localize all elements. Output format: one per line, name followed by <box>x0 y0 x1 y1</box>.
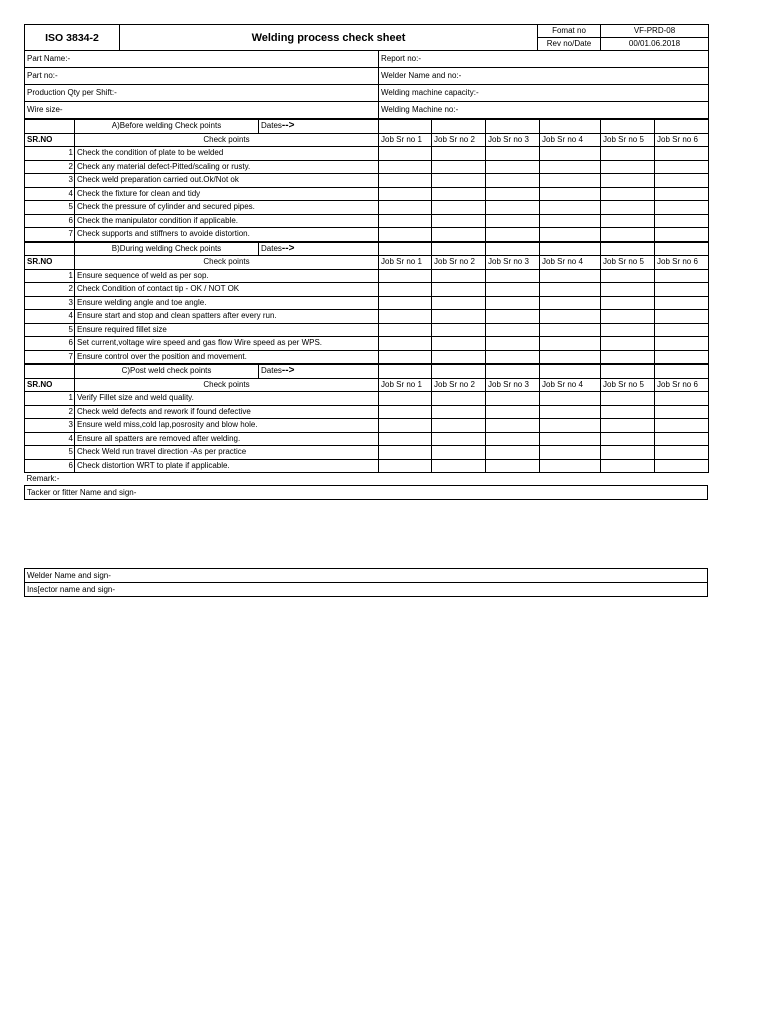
job-check-cell[interactable] <box>601 296 655 310</box>
item-number: 4 <box>25 310 75 324</box>
job-check-cell[interactable] <box>655 201 709 215</box>
item-text: Check Weld run travel direction -As per practice <box>75 446 379 460</box>
job-check-cell[interactable] <box>432 419 486 433</box>
date-input-cell[interactable] <box>601 242 655 256</box>
job-sr-header: Job Sr no 5 <box>601 256 655 270</box>
job-check-cell[interactable] <box>432 459 486 473</box>
job-check-cell[interactable] <box>601 432 655 446</box>
job-check-cell[interactable] <box>655 446 709 460</box>
item-number: 5 <box>25 201 75 215</box>
date-input-cell[interactable] <box>540 364 601 378</box>
job-check-cell[interactable] <box>432 446 486 460</box>
job-check-cell[interactable] <box>379 214 432 228</box>
job-sr-header: Job Sr no 2 <box>432 378 486 392</box>
item-text: Ensure required fillet size <box>75 323 379 337</box>
check-item-row <box>25 350 709 364</box>
job-check-cell[interactable] <box>379 174 432 188</box>
job-check-cell[interactable] <box>540 201 601 215</box>
column-header-row <box>25 256 709 270</box>
job-sr-header: Job Sr no 6 <box>655 256 709 270</box>
check-item-row <box>25 160 709 174</box>
job-check-cell[interactable] <box>601 310 655 324</box>
job-check-cell[interactable] <box>379 337 432 351</box>
date-input-cell[interactable] <box>655 364 709 378</box>
signature-block <box>24 568 708 597</box>
job-check-cell[interactable] <box>655 187 709 201</box>
machine-no-field[interactable]: Welding Machine no:- <box>379 102 709 119</box>
item-text: Ensure start and stop and clean spatters after every run. <box>75 310 379 324</box>
job-check-cell[interactable] <box>540 228 601 242</box>
job-sr-header: Job Sr no 3 <box>486 256 540 270</box>
job-check-cell[interactable] <box>655 160 709 174</box>
job-check-cell[interactable] <box>655 419 709 433</box>
job-check-cell[interactable] <box>601 405 655 419</box>
job-check-cell[interactable] <box>601 269 655 283</box>
item-text: Check the manipulator condition if applicable. <box>75 214 379 228</box>
item-number: 6 <box>25 337 75 351</box>
dates-label: Dates <box>261 366 282 376</box>
job-check-cell[interactable] <box>540 405 601 419</box>
section-spacer <box>25 119 75 133</box>
job-check-cell[interactable] <box>379 147 432 161</box>
job-check-cell[interactable] <box>601 323 655 337</box>
check-item-row <box>25 201 709 215</box>
report-no-field[interactable]: Report no:- <box>379 51 709 68</box>
remark-field[interactable]: Remark:- <box>26 473 60 483</box>
check-item-row <box>25 269 709 283</box>
srno-header: SR.NO <box>25 378 75 392</box>
job-check-cell[interactable] <box>486 419 540 433</box>
dates-cell <box>259 119 379 133</box>
srno-header: SR.NO <box>25 133 75 147</box>
job-check-cell[interactable] <box>655 323 709 337</box>
section-title: A)Before welding Check points <box>75 119 259 133</box>
job-check-cell[interactable] <box>655 296 709 310</box>
job-check-cell[interactable] <box>655 228 709 242</box>
job-check-cell[interactable] <box>379 160 432 174</box>
job-check-cell[interactable] <box>601 201 655 215</box>
job-check-cell[interactable] <box>379 228 432 242</box>
section-header-row <box>25 119 709 133</box>
remarks-table <box>24 472 708 500</box>
job-check-cell[interactable] <box>540 419 601 433</box>
job-check-cell[interactable] <box>432 228 486 242</box>
date-input-cell[interactable] <box>601 364 655 378</box>
item-number: 3 <box>25 296 75 310</box>
right-arrow-icon: --> <box>281 120 295 132</box>
item-text: Check supports and stiffners to avoide distortion. <box>75 228 379 242</box>
job-check-cell[interactable] <box>655 337 709 351</box>
job-check-cell[interactable] <box>486 310 540 324</box>
item-text: Ensure control over the position and movement. <box>75 350 379 364</box>
job-check-cell[interactable] <box>486 446 540 460</box>
part-no-field[interactable]: Part no:- <box>25 68 379 85</box>
date-input-cell[interactable] <box>540 242 601 256</box>
job-check-cell[interactable] <box>379 283 432 297</box>
job-check-cell[interactable] <box>379 405 432 419</box>
job-check-cell[interactable] <box>486 432 540 446</box>
date-input-cell[interactable] <box>432 364 486 378</box>
job-check-cell[interactable] <box>601 459 655 473</box>
job-check-cell[interactable] <box>655 283 709 297</box>
welder-name-no-field[interactable]: Welder Name and no:- <box>379 68 709 85</box>
check-points-table <box>24 118 709 473</box>
job-sr-header: Job Sr no 3 <box>486 133 540 147</box>
check-item-row <box>25 187 709 201</box>
job-check-cell[interactable] <box>540 160 601 174</box>
job-check-cell[interactable] <box>432 174 486 188</box>
job-check-cell[interactable] <box>486 459 540 473</box>
check-item-row <box>25 405 709 419</box>
section-title: B)During welding Check points <box>75 242 259 256</box>
job-check-cell[interactable] <box>486 350 540 364</box>
job-check-cell[interactable] <box>540 446 601 460</box>
job-check-cell[interactable] <box>486 228 540 242</box>
date-input-cell[interactable] <box>432 119 486 133</box>
item-number: 6 <box>25 214 75 228</box>
job-check-cell[interactable] <box>432 147 486 161</box>
date-input-cell[interactable] <box>655 242 709 256</box>
item-text: Ensure weld miss,cold lap,posrosity and blow hole. <box>75 419 379 433</box>
dates-cell <box>259 364 379 378</box>
check-item-row <box>25 310 709 324</box>
srno-header: SR.NO <box>25 256 75 270</box>
job-sr-header: Job Sr no 6 <box>655 133 709 147</box>
item-text: Check distortion WRT to plate if applicable. <box>75 459 379 473</box>
welder-sign-field[interactable]: Welder Name and sign- <box>25 569 708 583</box>
item-number: 3 <box>25 174 75 188</box>
job-sr-header: Job Sr no 4 <box>540 133 601 147</box>
job-check-cell[interactable] <box>655 269 709 283</box>
date-input-cell[interactable] <box>601 119 655 133</box>
item-number: 2 <box>25 160 75 174</box>
job-check-cell[interactable] <box>432 201 486 215</box>
item-text: Check the pressure of cylinder and secured pipes. <box>75 201 379 215</box>
item-number: 1 <box>25 392 75 406</box>
job-check-cell[interactable] <box>601 174 655 188</box>
job-check-cell[interactable] <box>379 350 432 364</box>
job-check-cell[interactable] <box>601 350 655 364</box>
job-check-cell[interactable] <box>486 323 540 337</box>
job-check-cell[interactable] <box>540 147 601 161</box>
job-check-cell[interactable] <box>601 160 655 174</box>
job-check-cell[interactable] <box>486 160 540 174</box>
job-check-cell[interactable] <box>486 283 540 297</box>
production-qty-field[interactable]: Production Qty per Shift:- <box>25 85 379 102</box>
iso-standard: ISO 3834-2 <box>25 25 120 51</box>
job-sr-header: Job Sr no 6 <box>655 378 709 392</box>
job-check-cell[interactable] <box>486 392 540 406</box>
section-spacer <box>25 364 75 378</box>
job-check-cell[interactable] <box>655 459 709 473</box>
job-check-cell[interactable] <box>486 187 540 201</box>
date-input-cell[interactable] <box>540 119 601 133</box>
job-sr-header: Job Sr no 1 <box>379 256 432 270</box>
header-table <box>24 24 709 51</box>
date-input-cell[interactable] <box>432 242 486 256</box>
job-check-cell[interactable] <box>379 432 432 446</box>
section-header-row <box>25 364 709 378</box>
job-check-cell[interactable] <box>655 405 709 419</box>
job-check-cell[interactable] <box>432 160 486 174</box>
item-text: Verify Fillet size and weld quality. <box>75 392 379 406</box>
date-input-cell[interactable] <box>379 242 432 256</box>
job-check-cell[interactable] <box>601 446 655 460</box>
job-check-cell[interactable] <box>601 392 655 406</box>
dates-label: Dates <box>261 121 282 131</box>
section-title: C)Post weld check points <box>75 364 259 378</box>
check-item-row <box>25 459 709 473</box>
job-check-cell[interactable] <box>655 432 709 446</box>
part-name-field[interactable]: Part Name:- <box>25 51 379 68</box>
job-check-cell[interactable] <box>432 269 486 283</box>
job-sr-header: Job Sr no 2 <box>432 133 486 147</box>
job-check-cell[interactable] <box>486 201 540 215</box>
job-check-cell[interactable] <box>486 269 540 283</box>
job-check-cell[interactable] <box>601 228 655 242</box>
check-points-header: Check points <box>75 378 379 392</box>
job-check-cell[interactable] <box>432 187 486 201</box>
machine-capacity-field[interactable]: Welding machine capacity:- <box>379 85 709 102</box>
job-check-cell[interactable] <box>601 187 655 201</box>
check-item-row <box>25 432 709 446</box>
job-check-cell[interactable] <box>432 405 486 419</box>
job-check-cell[interactable] <box>540 432 601 446</box>
job-check-cell[interactable] <box>486 337 540 351</box>
job-check-cell[interactable] <box>432 337 486 351</box>
check-item-row <box>25 147 709 161</box>
job-check-cell[interactable] <box>540 214 601 228</box>
job-check-cell[interactable] <box>379 296 432 310</box>
job-check-cell[interactable] <box>655 350 709 364</box>
job-check-cell[interactable] <box>432 283 486 297</box>
item-number: 1 <box>25 147 75 161</box>
right-arrow-icon: --> <box>281 365 295 377</box>
check-item-row <box>25 174 709 188</box>
job-check-cell[interactable] <box>486 147 540 161</box>
column-header-row <box>25 378 709 392</box>
job-check-cell[interactable] <box>540 310 601 324</box>
job-check-cell[interactable] <box>432 323 486 337</box>
job-check-cell[interactable] <box>540 392 601 406</box>
job-check-cell[interactable] <box>540 283 601 297</box>
job-check-cell[interactable] <box>540 174 601 188</box>
job-check-cell[interactable] <box>379 201 432 215</box>
job-check-cell[interactable] <box>486 214 540 228</box>
date-input-cell[interactable] <box>486 364 540 378</box>
job-check-cell[interactable] <box>379 310 432 324</box>
job-check-cell[interactable] <box>379 459 432 473</box>
check-item-row <box>25 283 709 297</box>
item-number: 5 <box>25 446 75 460</box>
job-sr-header: Job Sr no 5 <box>601 133 655 147</box>
column-header-row <box>25 133 709 147</box>
job-sr-header: Job Sr no 1 <box>379 378 432 392</box>
date-input-cell[interactable] <box>379 364 432 378</box>
date-input-cell[interactable] <box>486 119 540 133</box>
job-check-cell[interactable] <box>379 392 432 406</box>
item-number: 4 <box>25 432 75 446</box>
item-text: Ensure welding angle and toe angle. <box>75 296 379 310</box>
job-check-cell[interactable] <box>540 323 601 337</box>
job-check-cell[interactable] <box>432 296 486 310</box>
job-check-cell[interactable] <box>655 174 709 188</box>
item-number: 5 <box>25 323 75 337</box>
job-check-cell[interactable] <box>379 323 432 337</box>
job-check-cell[interactable] <box>432 350 486 364</box>
item-number: 2 <box>25 283 75 297</box>
job-sr-header: Job Sr no 3 <box>486 378 540 392</box>
item-text: Ensure sequence of weld as per sop. <box>75 269 379 283</box>
item-number: 6 <box>25 459 75 473</box>
check-item-row <box>25 214 709 228</box>
job-check-cell[interactable] <box>379 269 432 283</box>
job-sr-header: Job Sr no 4 <box>540 256 601 270</box>
job-check-cell[interactable] <box>601 283 655 297</box>
date-input-cell[interactable] <box>486 242 540 256</box>
job-check-cell[interactable] <box>379 446 432 460</box>
job-sr-header: Job Sr no 5 <box>601 378 655 392</box>
format-value: VF-PRD-08 <box>601 25 709 38</box>
right-arrow-icon: --> <box>281 242 295 254</box>
job-check-cell[interactable] <box>540 350 601 364</box>
check-points-header: Check points <box>75 256 379 270</box>
check-item-row <box>25 392 709 406</box>
item-text: Set current,voltage wire speed and gas flow Wire speed as per WPS. <box>75 337 379 351</box>
inspector-sign-field[interactable]: Ins[ector name and sign- <box>25 583 708 597</box>
format-label: Fomat no <box>538 25 601 38</box>
item-text: Check Condition of contact tip - OK / NOT OK <box>75 283 379 297</box>
item-text: Check any material defect-Pitted/scaling or rusty. <box>75 160 379 174</box>
job-check-cell[interactable] <box>432 432 486 446</box>
rev-label: Rev no/Date <box>538 38 601 51</box>
sheet-title: Welding process check sheet <box>120 25 538 51</box>
date-input-cell[interactable] <box>655 119 709 133</box>
wire-size-field[interactable]: Wire size- <box>25 102 379 119</box>
job-check-cell[interactable] <box>655 392 709 406</box>
check-points-header: Check points <box>75 133 379 147</box>
job-check-cell[interactable] <box>601 214 655 228</box>
check-item-row <box>25 228 709 242</box>
job-check-cell[interactable] <box>486 296 540 310</box>
job-check-cell[interactable] <box>486 405 540 419</box>
job-check-cell[interactable] <box>655 310 709 324</box>
item-text: Check the condition of plate to be welded <box>75 147 379 161</box>
item-text: Ensure all spatters are removed after welding. <box>75 432 379 446</box>
item-number: 3 <box>25 419 75 433</box>
job-check-cell[interactable] <box>540 337 601 351</box>
item-text: Check weld defects and rework if found defective <box>75 405 379 419</box>
check-item-row <box>25 419 709 433</box>
job-sr-header: Job Sr no 4 <box>540 378 601 392</box>
info-table <box>24 50 709 119</box>
job-check-cell[interactable] <box>379 187 432 201</box>
rev-value: 00/01.06.2018 <box>601 38 709 51</box>
job-check-cell[interactable] <box>601 147 655 161</box>
section-spacer <box>25 242 75 256</box>
job-sr-header: Job Sr no 1 <box>379 133 432 147</box>
item-number: 2 <box>25 405 75 419</box>
job-check-cell[interactable] <box>540 296 601 310</box>
job-check-cell[interactable] <box>432 392 486 406</box>
section-header-row <box>25 242 709 256</box>
item-text: Check the fixture for clean and tidy <box>75 187 379 201</box>
dates-label: Dates <box>261 243 282 253</box>
job-sr-header: Job Sr no 2 <box>432 256 486 270</box>
job-check-cell[interactable] <box>540 269 601 283</box>
check-item-row <box>25 323 709 337</box>
check-item-row <box>25 446 709 460</box>
item-number: 7 <box>25 228 75 242</box>
item-text: Check weld preparation carried out.Ok/Not ok <box>75 174 379 188</box>
job-check-cell[interactable] <box>601 419 655 433</box>
dates-cell <box>259 242 379 256</box>
job-check-cell[interactable] <box>486 174 540 188</box>
item-number: 4 <box>25 187 75 201</box>
job-check-cell[interactable] <box>601 337 655 351</box>
job-check-cell[interactable] <box>540 187 601 201</box>
item-number: 7 <box>25 350 75 364</box>
job-check-cell[interactable] <box>540 459 601 473</box>
check-sheet <box>24 24 708 500</box>
job-check-cell[interactable] <box>432 310 486 324</box>
tacker-sign-field[interactable]: Tacker or fitter Name and sign- <box>25 486 708 500</box>
check-item-row <box>25 296 709 310</box>
check-item-row <box>25 337 709 351</box>
job-check-cell[interactable] <box>379 419 432 433</box>
job-check-cell[interactable] <box>655 214 709 228</box>
job-check-cell[interactable] <box>655 147 709 161</box>
date-input-cell[interactable] <box>379 119 432 133</box>
job-check-cell[interactable] <box>432 214 486 228</box>
item-number: 1 <box>25 269 75 283</box>
